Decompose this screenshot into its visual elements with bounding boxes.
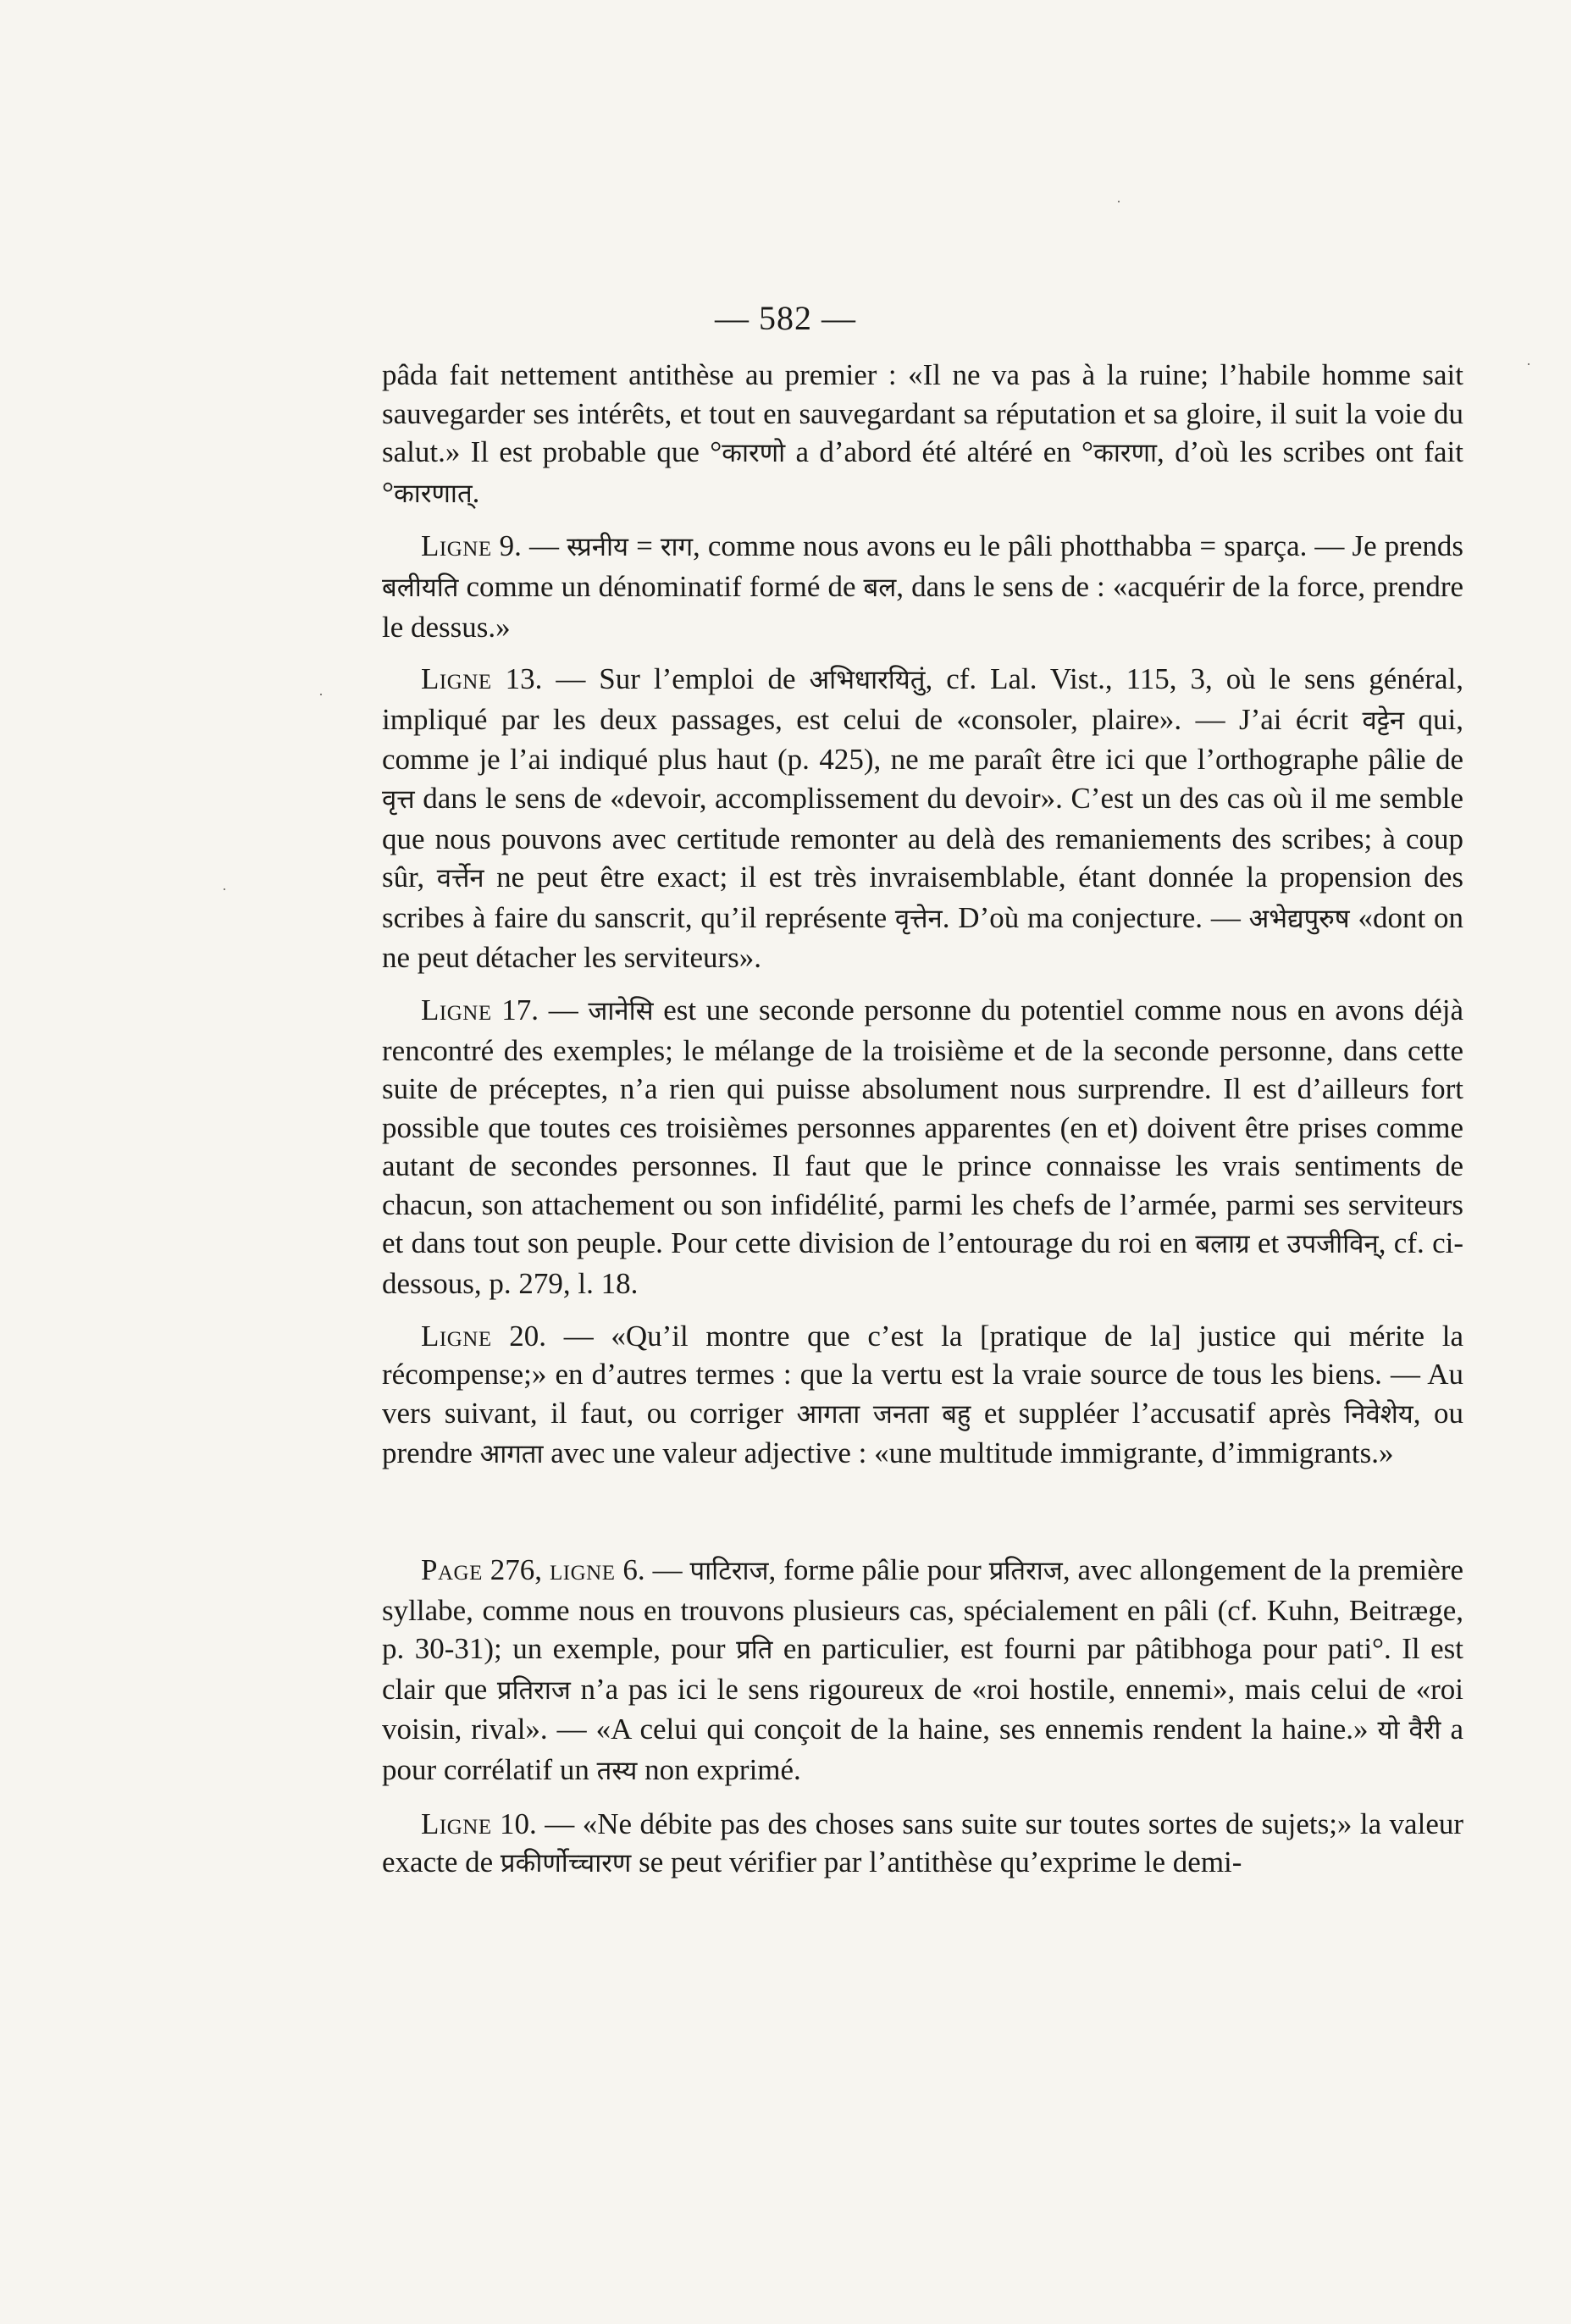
devanagari-term: वर्त्तेन [436, 863, 484, 894]
devanagari-term: जनता [872, 1398, 929, 1430]
devanagari-term: बलाग्र [1195, 1229, 1250, 1260]
line-label: Ligne [421, 993, 492, 1026]
paragraph-continuation [382, 356, 1463, 513]
line-label: ligne [549, 1553, 616, 1587]
paragraph-text: — जानेसि est une seconde personne du potentiel comme nous en avons déjà rencontré des exemples; le mélange de la troisième et de la seconde personne, dans cette suite de préceptes, n’a rien qui puisse absolument nous surprendre. Il est d’ailleurs fort possible que toutes ces troisièmes personnes apparentes (en et) doivent être prises comme autant de secondes personnes. Il faut que le prince connaisse les vrais sentiments de chacun, son attachement ou son infidélité, parmi les chefs de l’armée, parmi ses serviteurs et dans tout son peuple. Pour cette division de l’entourage du roi en बलाग्र et उपजीविन्, cf. ci-dessous, p. 279, l. 18. [382, 993, 1464, 1301]
line-label: Ligne [421, 662, 492, 696]
page-number: — 582 — [715, 299, 856, 337]
section-gap [382, 1488, 1463, 1551]
devanagari-term: पाटिराज [689, 1556, 769, 1587]
devanagari-term: कारणा [1093, 438, 1158, 469]
line-number: 20. [509, 1319, 547, 1353]
line-label: Ligne [421, 1319, 492, 1353]
devanagari-term: बल [863, 572, 897, 603]
paragraph-text: pâda fait nettement antithèse au premier : «Il ne va pas à la ruine; l’habile homme sait sauvegarder ses intérêts, et tout en sauvegardant sa réputation et sa gloire, il suit la voie du salut.» Il est probable que °कारणो a d’abord été altéré en °कारणा, d’où les scribes ont fait °कारणात्. [382, 358, 1463, 509]
paragraph-ligne-10 [382, 1805, 1463, 1884]
line-number: 6. [622, 1553, 645, 1587]
paragraph-ligne-17 [382, 991, 1463, 1303]
scan-speck: · [1526, 356, 1531, 373]
devanagari-term: अभेद्यपुरुष [1248, 903, 1350, 934]
devanagari-term: बहु [942, 1398, 971, 1430]
scan-speck: · [318, 686, 324, 703]
body-text [382, 356, 1463, 1897]
paragraph-ligne-20 [382, 1317, 1463, 1475]
devanagari-term: प्रकीर्णोच्चारण [500, 1848, 632, 1879]
devanagari-term: निवेशेय [1344, 1398, 1413, 1430]
devanagari-term: तस्य [596, 1756, 638, 1786]
line-number: 10. [500, 1807, 537, 1840]
paragraph-text: — «Qu’il montre que c’est la [pratique de la] justice qui mérite la récompense;» en d’autres termes : que la vertu est la vraie source de tous les biens. — Au vers suivant, il faut, ou corriger आगता जनता बहु et suppléer l’accusatif après निवेशेय, ou prendre आगता avec une valeur adjective : «une multitude immigrante, d’immigrants.» [382, 1319, 1464, 1470]
line-number: 9. [499, 529, 522, 563]
paragraph-text: — पाटिराज, forme pâlie pour प्रतिराज, avec allongement de la première syllabe, comme nous en trouvons plusieurs cas, spécialement en pâli (cf. Kuhn, Beitræge, p. 30-31); un exemple, pour प्रति en particulier, est fourni par pâtibhoga pour pati°. Il est clair que प्रतिराज n’a pas ici le sens rigoureux de «roi hostile, ennemi», mais celui de «roi voisin, rival». — «A celui qui conçoit de la haine, ses ennemis rendent la haine.» यो वैरी a pour corrélatif un तस्य non exprimé. [382, 1553, 1464, 1786]
scan-speck: · [222, 881, 227, 898]
devanagari-term: कारणो [722, 438, 786, 469]
devanagari-term: स्प्रनीय [567, 532, 628, 563]
scan-speck: · [1116, 193, 1121, 210]
devanagari-term: आगता [796, 1398, 860, 1430]
line-label: Ligne [421, 1807, 492, 1840]
devanagari-term: राग [660, 532, 694, 563]
devanagari-term: बलीयति [382, 572, 459, 603]
line-number: 17. [501, 993, 539, 1026]
devanagari-term: यो [1377, 1715, 1400, 1746]
paragraph-text: — «Ne débite pas des choses sans suite sur toutes sortes de sujets;» la valeur exacte de प्रकीर्णोच्चारण se peut vérifier par l’antithèse qu’exprime le demi- [382, 1807, 1464, 1879]
paragraph-ligne-13 [382, 660, 1463, 977]
devanagari-term: प्रति [736, 1635, 773, 1666]
devanagari-term: प्रतिराज [988, 1556, 1063, 1587]
paragraph-text: — Sur l’emploi de अभिधारयितुं, cf. Lal. Vist., 115, 3, où le sens général, impliqué par les deux passages, est celui de «consoler, plaire». — J’ai écrit वट्टेन qui, comme je l’ai indiqué plus haut (p. 425), ne me paraît être ici que l’orthographe pâlie de वृत्त dans le sens de «devoir, accomplissement du devoir». C’est un des cas où il me semble que nous pouvons avec certitude remonter au delà des remaniements des scribes; à coup sûr, वर्त्तेन ne peut être exact; il est très invraisemblable, étant donnée la propension des scribes à faire du sanscrit, qu’il représente वृत्तेन. D’où ma conjecture. — अभेद्यपुरुष «dont on ne peut détacher les serviteurs». [382, 662, 1463, 975]
devanagari-term: वट्टेन [1362, 705, 1405, 736]
line-label: Ligne [421, 529, 492, 563]
page-label: Page [421, 1553, 483, 1587]
line-number: 13. [505, 662, 543, 696]
devanagari-term: अभिधारयितुं [809, 665, 926, 696]
devanagari-term: कारणात् [394, 478, 473, 509]
devanagari-term: प्रतिराज [496, 1674, 571, 1706]
devanagari-term: वैरी [1408, 1715, 1441, 1746]
paragraph-text: — स्प्रनीय = राग, comme nous avons eu le pâli photthabba = sparça. — Je prends बलीयति comme un dénominatif formé de बल, dans le sens de : «acquérir de la force, prendre le dessus.» [382, 529, 1464, 644]
devanagari-term: वृत्त [382, 783, 415, 815]
paragraph-ligne-9 [382, 527, 1463, 646]
paragraph-page-276-ligne-6 [382, 1551, 1463, 1791]
devanagari-term: उपजीविन् [1286, 1229, 1379, 1260]
devanagari-term: जानेसि [588, 995, 654, 1026]
devanagari-term: वृत्तेन [894, 903, 943, 934]
devanagari-term: आगता [479, 1439, 544, 1470]
page-ref-number: 276, [490, 1553, 543, 1587]
